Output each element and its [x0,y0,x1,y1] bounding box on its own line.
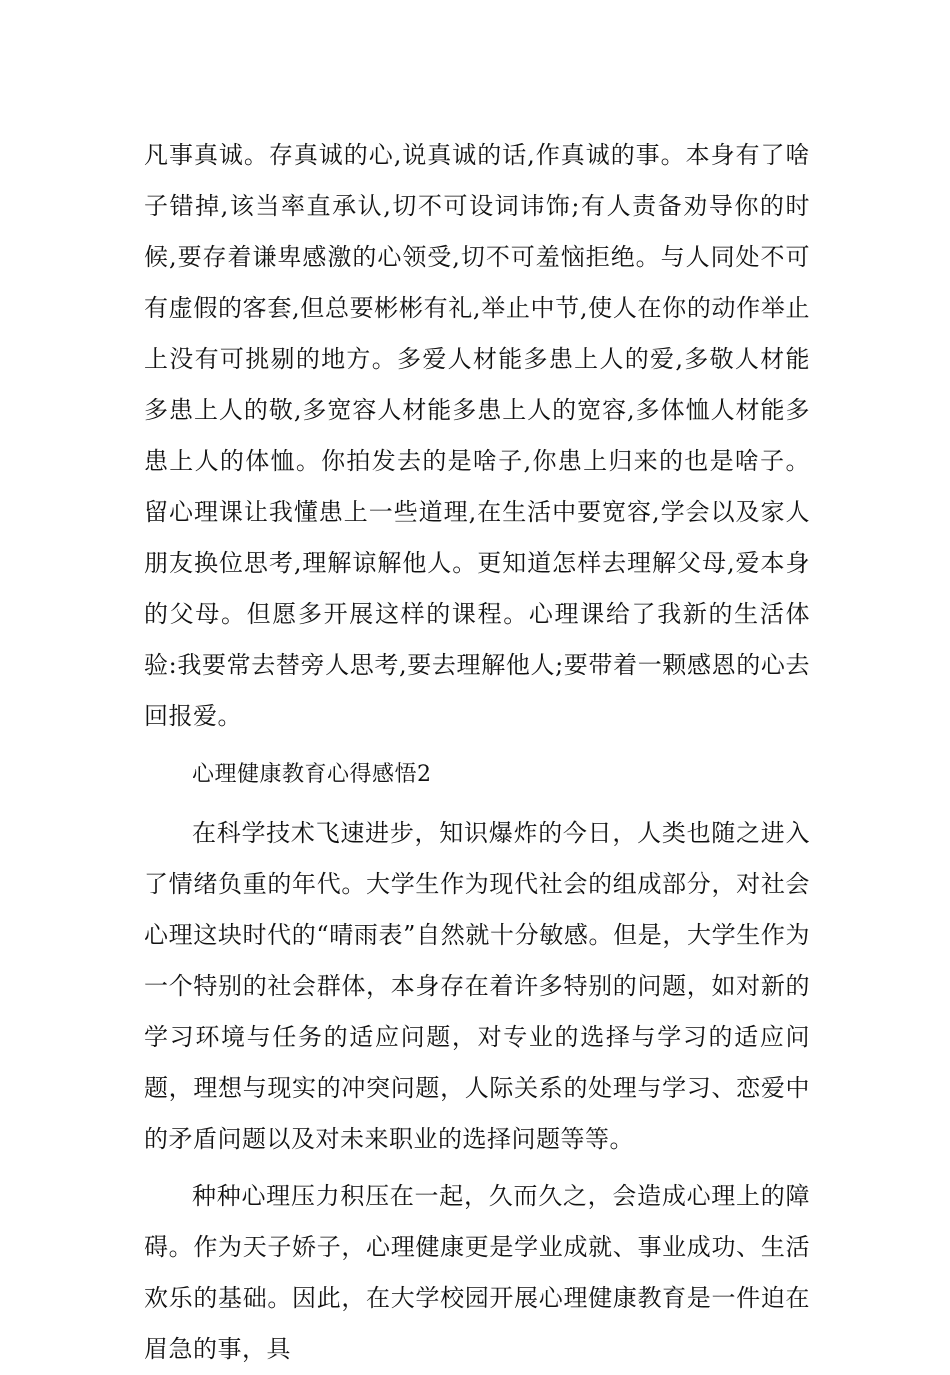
body-paragraph: 种种心理压力积压在一起，久而久之，会造成心理上的障碍。作为天子娇子，心理健康更是学业成就、事业成功、生活欢乐的基础。因此，在大学校园开展心理健康教育是一件迫在眉急的事，具 [144,1182,810,1363]
body-paragraph: 凡事真诚。存真诚的心,说真诚的话,作真诚的事。本身有了啥子错掉,该当率直承认,切不可设词讳饰;有人责备劝导你的时候,要存着谦卑感激的心领受,切不可羞恼拒绝。与人同处不可有虚假的客套,但总要彬彬有礼,举止中节,使人在你的动作举止上没有可挑剔的地方。多爱人材能多患上人的爱,多敬人材能多患上人的敬,多宽容人材能多患上人的宽容,多体恤人材能多患上人的体恤。你拍发去的是啥子,你患上归来的也是啥子。留心理课让我懂患上一些道理,在生活中要宽容,学会以及家人朋友换位思考,理解谅解他人。更知道怎样去理解父母,爱本身的父母。但愿多开展这样的课程。心理课给了我新的生活体验:我要常去替旁人思考,要去理解他人;要带着一颗感恩的心去回报爱。 [144,141,810,730]
body-paragraph: 在科学技术飞速进步，知识爆炸的今日，人类也随之进入了情绪负重的年代。大学生作为现代社会的组成部分，对社会心理这块时代的“晴雨表”自然就十分敏感。但是，大学生作为一个特别的社会群体，本身存在着许多特别的问题，如对新的学习环境与任务的适应问题，对专业的选择与学习的适应问题，理想与现实的冲突问题，人际关系的处理与学习、恋爱中的矛盾问题以及对未来职业的选择问题等等。 [144,819,810,1153]
document-body [144,130,810,1375]
section-title: 心理健康教育心得感悟2 [192,762,432,787]
